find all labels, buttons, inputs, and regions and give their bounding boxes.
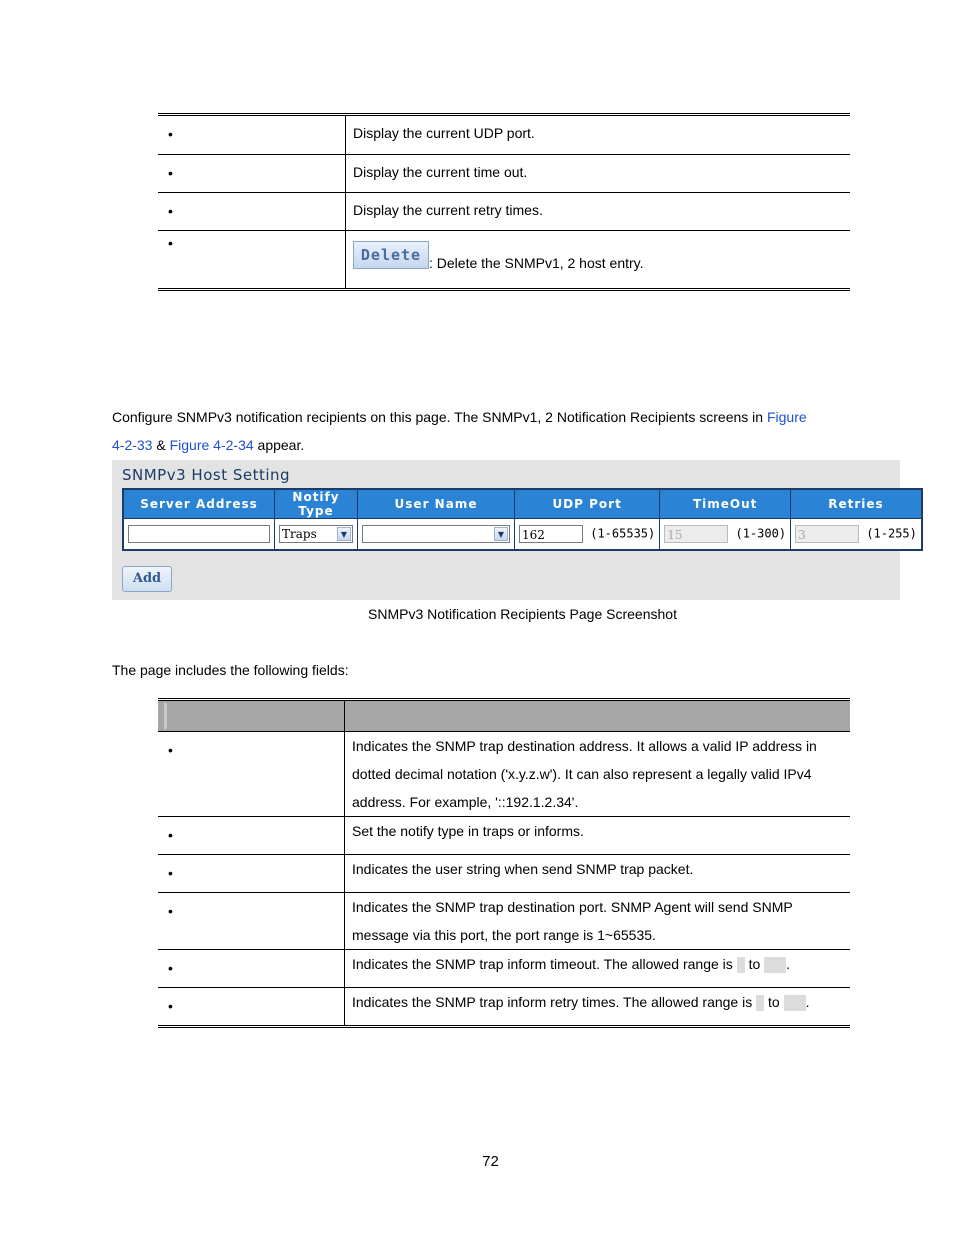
intro-paragraph [112, 403, 832, 459]
add-button[interactable]: Add [122, 566, 172, 592]
table-row [158, 230, 850, 288]
field-description: Indicates the SNMP trap destination address. It allows a valid IP address in dotted decimal notation ('x.y.z.w'). It can also represent a legally valid IPv4 address. For example, '::192.1.2.34'. [352, 738, 817, 810]
retries-range-text: Indicates the SNMP trap inform retry times. The allowed range is [352, 994, 753, 1010]
retries-range: (1-255) [866, 526, 917, 541]
bullet-icon: • [168, 865, 173, 881]
table-row [158, 949, 850, 987]
range-to: to [748, 956, 761, 972]
field-description [345, 988, 850, 1025]
notify-type-select[interactable] [279, 525, 353, 543]
chevron-down-icon: ▼ [337, 527, 351, 541]
field-name-cell [158, 231, 346, 288]
field-name-cell [158, 817, 345, 854]
table-row [123, 519, 922, 551]
figure-link-2[interactable]: Figure 4-2-34 [169, 437, 254, 453]
timeout-range-text: Indicates the SNMP trap inform timeout. The allowed range is [352, 956, 733, 972]
page-number: 72 [482, 1153, 499, 1170]
udp-port-input[interactable]: 162 [519, 525, 583, 543]
header-notify-type: Notify Type [275, 489, 358, 519]
table-row [158, 816, 850, 854]
header-user-name: User Name [358, 489, 515, 519]
field-name-cell [158, 893, 345, 949]
header-cell-object [158, 701, 345, 731]
fields-table [158, 698, 850, 1028]
table-row [158, 154, 850, 192]
field-description: Indicates the user string when send SNMP trap packet. [352, 861, 694, 877]
field-description: Display the current retry times. [353, 202, 543, 218]
top-field-table [158, 113, 850, 291]
field-description: Display the current UDP port. [353, 125, 535, 141]
user-name-cell [358, 519, 515, 551]
figure-caption: SNMPv3 Notification Recipients Page Screenshot [368, 606, 677, 622]
header-timeout: TimeOut [660, 489, 791, 519]
table-row [158, 116, 850, 154]
header-retries: Retries [791, 489, 922, 519]
intro-amp: & [152, 437, 170, 453]
timeout-cell [660, 519, 791, 551]
field-description [345, 950, 850, 987]
retries-cell [791, 519, 922, 551]
range-min-placeholder [737, 957, 745, 973]
bullet-icon: • [168, 998, 173, 1014]
field-name-cell [158, 855, 345, 892]
udp-port-cell [515, 519, 660, 551]
bullet-icon: • [168, 827, 173, 843]
bullet-icon: • [168, 235, 173, 251]
table-row [158, 854, 850, 892]
field-name-cell [158, 732, 345, 816]
timeout-range: (1-300) [735, 526, 787, 541]
range-min-placeholder [756, 995, 764, 1011]
table-header-row [123, 489, 922, 519]
table-row [158, 192, 850, 230]
table-row [158, 987, 850, 1025]
range-max-placeholder [764, 957, 786, 973]
bullet-icon: • [168, 165, 173, 181]
field-name-cell [158, 155, 346, 192]
header-server-address: Server Address [123, 489, 275, 519]
field-name-cell [158, 988, 345, 1025]
intro-text: Configure SNMPv3 notification recipients on this page. The SNMPv1, 2 Notification Recipients screens in [112, 409, 767, 425]
table-row [158, 892, 850, 949]
server-address-input[interactable] [128, 525, 270, 543]
server-address-cell [123, 519, 275, 551]
delete-button[interactable]: Delete [353, 241, 429, 269]
host-setting-table [122, 488, 923, 551]
notify-type-value: Traps [282, 527, 317, 541]
intro-text-end: appear. [253, 437, 305, 453]
header-udp-port: UDP Port [515, 489, 660, 519]
field-name-cell [158, 193, 346, 230]
field-description [346, 231, 850, 288]
table-header-row [158, 701, 850, 732]
figure-link-a[interactable]: Figure [766, 409, 807, 425]
bullet-icon: • [168, 742, 173, 758]
user-name-select[interactable] [362, 525, 510, 543]
range-to: to [768, 994, 780, 1010]
range-end: . [805, 994, 810, 1010]
field-name-cell [158, 116, 346, 154]
timeout-input[interactable]: 15 [664, 525, 728, 543]
table-row [158, 732, 850, 816]
field-name-cell [158, 950, 345, 987]
chevron-down-icon: ▼ [494, 527, 508, 541]
panel-title: SNMPv3 Host Setting [122, 466, 291, 484]
notify-type-cell [275, 519, 358, 551]
bullet-icon: • [168, 126, 173, 142]
field-description: Indicates the SNMP trap destination port. SNMP Agent will send SNMP message via this port, the port range is 1~65535. [352, 899, 793, 943]
fields-intro: The page includes the following fields: [112, 662, 349, 678]
delete-description: : Delete the SNMPv1, 2 host entry. [429, 254, 644, 271]
snmpv3-host-setting-panel [112, 460, 917, 600]
bullet-icon: • [168, 203, 173, 219]
bullet-icon: • [168, 903, 173, 919]
bullet-icon: • [168, 960, 173, 976]
range-max-placeholder [784, 995, 806, 1011]
udp-port-range: (1-65535) [590, 526, 656, 541]
field-description: Display the current time out. [353, 164, 528, 180]
field-description: Set the notify type in traps or informs. [352, 823, 584, 839]
header-cell-description [345, 701, 850, 731]
retries-input[interactable]: 3 [795, 525, 859, 543]
figure-link-b[interactable]: 4-2-33 [112, 437, 153, 453]
range-end: . [786, 956, 791, 972]
